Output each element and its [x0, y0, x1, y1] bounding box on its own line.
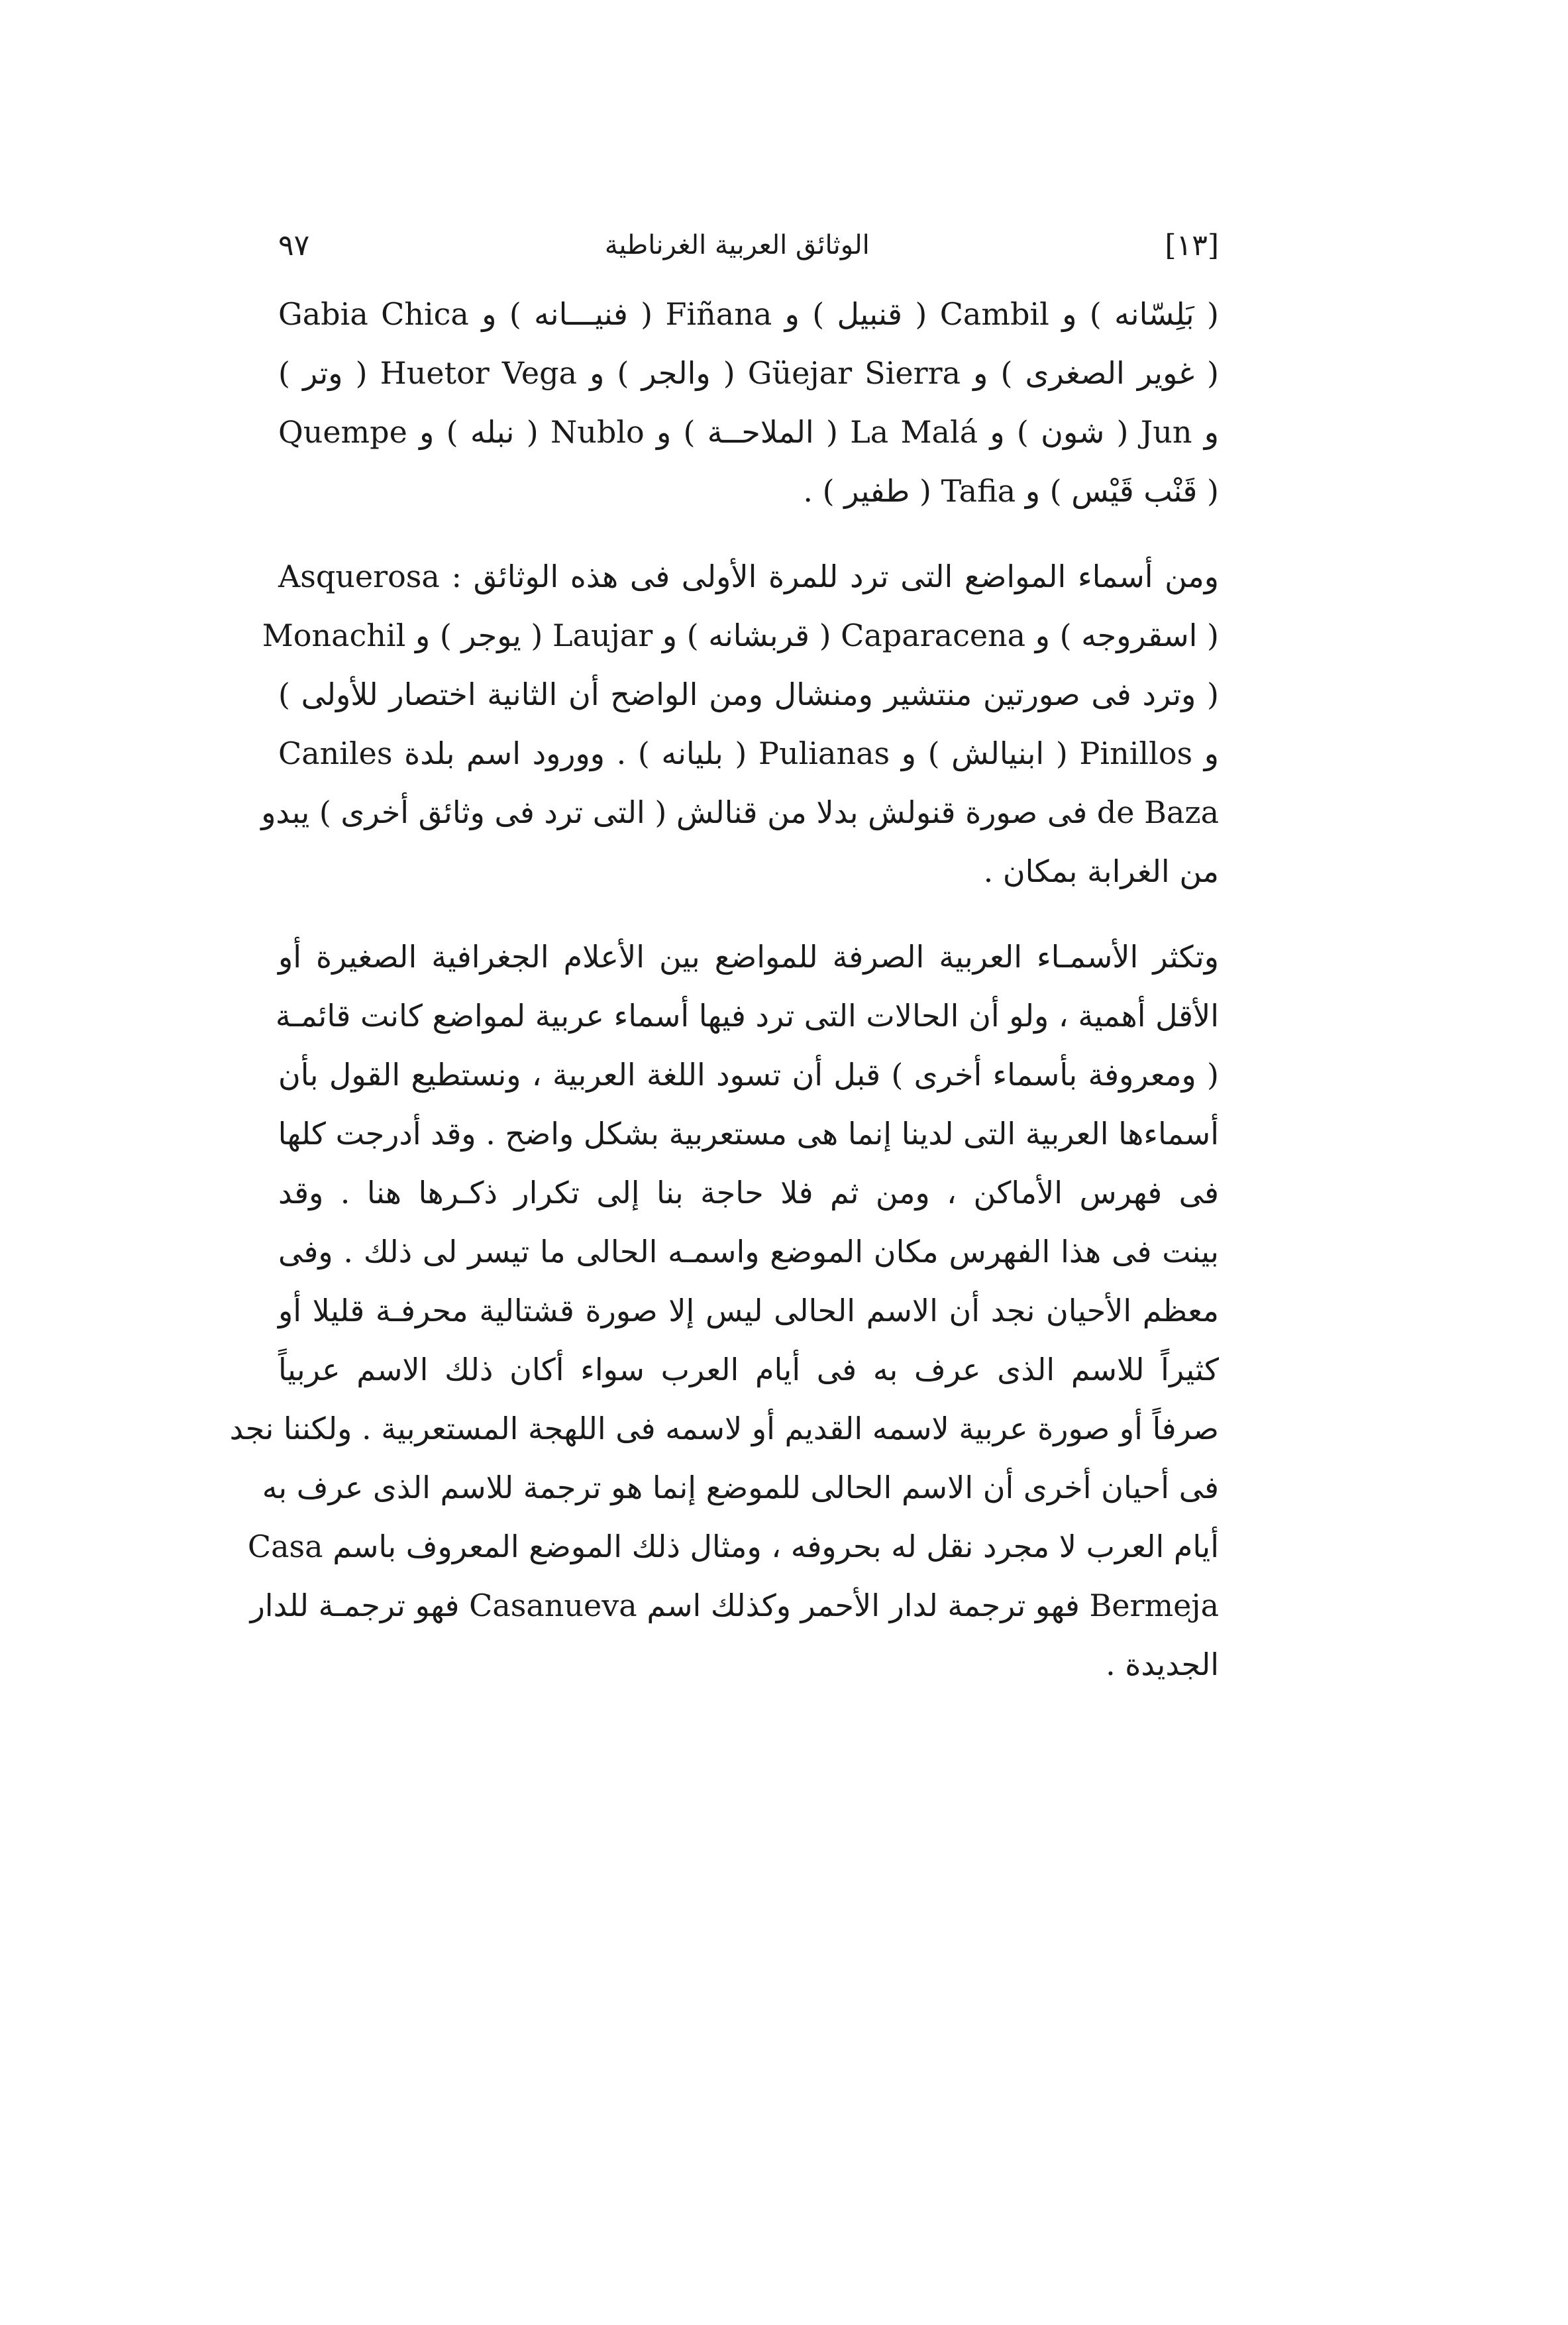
text-line: أسماءها العربية التى لدينا إنما هى مستعربية بشكل واضح . وقد أدرجت كلها — [278, 1116, 1219, 1152]
text-line: ( وترد فى صورتين منتشير ومنشال ومن الواضح أن الثانية اختصار للأولى ) — [278, 676, 1219, 712]
text-line: و Pinillos ( ابنيالش ) و Pulianas ( بليانه ) . وورود اسم بلدة Caniles — [278, 735, 1219, 771]
text-line: ( اسقروجه ) و Caparacena ( قربشانه ) و Laujar ( يوجر ) و Monachil — [262, 618, 1219, 653]
text-line: ( بَلِسّانه ) و Cambil ( قنبيل ) و Fiñana ( فنيـــانه ) و Gabia Chica — [278, 296, 1219, 332]
text-line: ( قَنْب قَيْس ) و Tafia ( طفير ) . — [803, 473, 1219, 509]
running-title: الوثائق العربية الغرناطية — [604, 230, 870, 260]
text-line: de Baza فى صورة قنولش بدلا من قنالش ( التى ترد فى وثائق أخرى ) يبدو — [261, 794, 1219, 830]
text-line: فى أحيان أخرى أن الاسم الحالى للموضع إنما هو ترجمة للاسم الذى عرف به — [262, 1470, 1219, 1505]
paragraph-first-occurrence — [261, 547, 1219, 901]
text-line: ( غوير الصغرى ) و Güejar Sierra ( والجر ) و Huetor Vega ( وتر ) — [278, 355, 1219, 391]
paragraph-place-names — [278, 285, 1219, 521]
paragraph-gap — [278, 521, 1219, 547]
section-number: [١٣] — [1165, 228, 1219, 262]
text-line: أيام العرب لا مجرد نقل له بحروفه ، ومثال ذلك الموضع المعروف باسم Casa — [247, 1529, 1219, 1564]
text-line: فى فهرس الأماكن ، ومن ثم فلا حاجة بنا إلى تكرار ذكـرها هنا . وقد — [278, 1175, 1219, 1211]
text-line: بينت فى هذا الفهرس مكان الموضع واسمـه الحالى ما تيسر لى ذلك . وفى — [278, 1234, 1219, 1270]
text-line: الجديدة . — [1106, 1647, 1219, 1682]
text-line: ( ومعروفة بأسماء أخرى ) قبل أن تسود اللغة العربية ، ونستطيع القول بأن — [278, 1057, 1219, 1093]
body-text — [229, 285, 1219, 1694]
text-line: وتكثر الأسمـاء العربية الصرفة للمواضع بين الأعلام الجغرافية الصغيرة أو — [278, 939, 1219, 975]
text-line: كثيراً للاسم الذى عرف به فى أيام العرب سواء أكان ذلك الاسم عربياً — [278, 1352, 1219, 1387]
text-line: ومن أسماء المواضع التى ترد للمرة الأولى فى هذه الوثائق : Asquerosa — [278, 559, 1219, 594]
text-line: صرفاً أو صورة عربية لاسمه القديم أو لاسمه فى اللهجة المستعربية . ولكننا نجد — [229, 1411, 1219, 1446]
text-line: الأقل أهمية ، ولو أن الحالات التى ترد فيها أسماء عربية لمواضع كانت قائمـة — [275, 998, 1219, 1034]
page-header — [278, 219, 1219, 272]
page-number: ٩٧ — [278, 228, 310, 262]
text-line: Bermeja فهو ترجمة لدار الأحمر وكذلك اسم Casanueva فهو ترجمـة للدار — [250, 1588, 1219, 1623]
text-line: من الغرابة بمكان . — [983, 853, 1219, 889]
text-line: و Jun ( شون ) و La Malá ( الملاحــة ) و Nublo ( نبله ) و Quempe — [278, 414, 1219, 450]
paragraph-arabic-names — [229, 928, 1219, 1694]
text-line: معظم الأحيان نجد أن الاسم الحالى ليس إلا صورة قشتالية محرفـة قليلا أو — [278, 1293, 1219, 1328]
paragraph-gap — [278, 901, 1219, 928]
